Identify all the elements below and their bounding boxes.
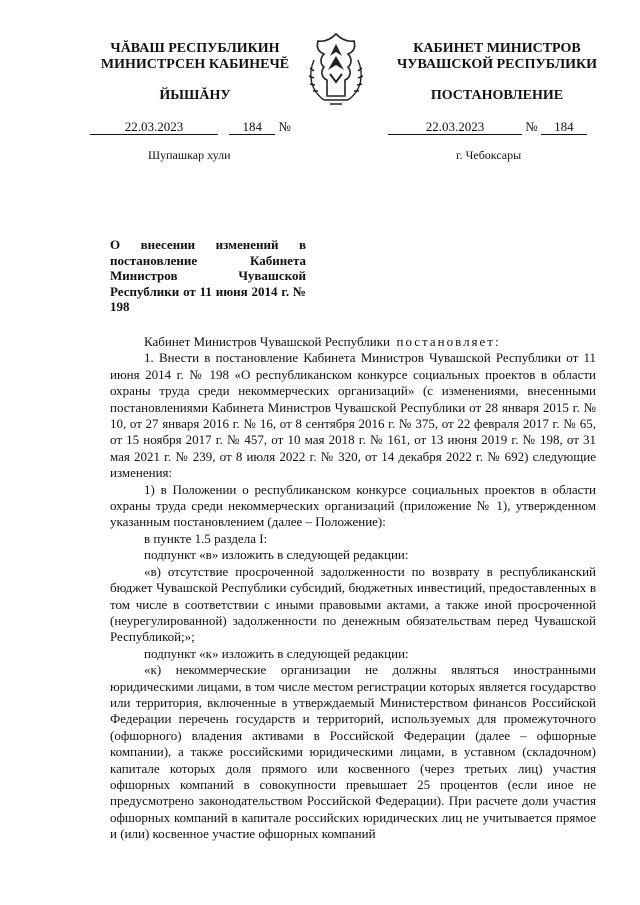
left-date: 22.03.2023: [90, 120, 218, 135]
body-paragraph: в пункте 1.5 раздела I:: [144, 530, 268, 546]
body-intro: [110, 334, 596, 350]
body-paragraph: 1) в Положении о республиканском конкурсе социальных проектов в области охраны труда среди некоммерческих организаций (приложение № 1), утвержденном указанным постановлением (далее – Положение):: [110, 481, 596, 530]
place-left: Шупашкар хули: [148, 148, 231, 162]
right-title-line1: КАБИНЕТ МИНИСТРОВ: [413, 41, 581, 56]
left-number: 184: [229, 120, 275, 135]
right-header-title: [388, 41, 606, 73]
right-date: 22.03.2023: [388, 120, 522, 135]
right-number-sign: №: [525, 119, 538, 134]
right-date-line: [388, 119, 587, 135]
left-number-sign: №: [278, 119, 291, 134]
right-number: 184: [541, 120, 587, 135]
left-title-line1: ЧĂВАШ РЕСПУБЛИКИН: [110, 41, 280, 56]
right-title-line2: ЧУВАШСКОЙ РЕСПУБЛИКИ: [396, 57, 598, 72]
document-body: [110, 334, 596, 843]
right-doc-type: ПОСТАНОВЛЕНИЕ: [430, 88, 564, 103]
body-paragraph: «в) отсутствие просроченной задолженности по возврату в республиканский бюджет Чувашской Республики субсидий, бюджетных инвестиций, предоставленных в том числе в соответствии с иными правовыми актами, а также иной просроченной (неурегулированной) задолженности по денежным обязательствам перед Чувашской Республикой;»;: [110, 563, 596, 645]
body-paragraph: 1. Внести в постановление Кабинета Министров Чувашской Республики от 11 июня 2014 г. № 198 «О республиканском конкурсе социальных проектов в области охраны труда среди некоммерческих организаций» (с изменениями, внесенными постановлениями Кабинета Министров Чувашской Республики от 28 января 2015 г. № 10, от 27 января 2016 г. № 16, от 8 сентября 2016 г. № 375, от 22 февраля 2017 г. № 65, от 15 ноября 2017 г. № 457, от 10 мая 2018 г. № 161, от 13 июня 2019 г. № 198, от 31 мая 2021 г. № 239, от 8 июля 2022 г. № 320, от 14 декабря 2022 г. № 692) следующие изменения:: [110, 350, 596, 481]
left-date-line: [90, 119, 291, 135]
left-title-line2: МИНИСТРСЕН КАБИНЕЧĔ: [100, 57, 290, 72]
body-paragraph: «к) некоммерческие организации не должны являться иностранными юридическими лицами, в том числе местом регистрации которых является государство или территория, включенные в утверждаемый Министерством финансов Российской Федерации перечень государств и территорий, используемых для промежуточного (офшорного) владения активами в Российской Федерации (далее – офшорные компании), а также российскими юридическими лицами, в уставном (складочном) капитале которых доля прямого или косвенного (через третьих лиц) участия офшорных компаний в совокупности превышает 25 процентов (если иное не предусмотрено законодательством Российской Федерации). При расчете доли участия офшорных компаний в капитале российских юридических лиц не учитывается прямое и (или) косвенное участие офшорных компаний: [110, 662, 596, 842]
chuvash-emblem-icon: [300, 30, 372, 112]
intro-verb: постановляет:: [396, 334, 501, 349]
left-header-title: [80, 41, 310, 73]
intro-text: Кабинет Министров Чувашской Республики: [144, 334, 390, 349]
body-paragraph: подпункт «в» изложить в следующей редакции:: [144, 547, 409, 563]
left-doc-type: ЙЫШĂНУ: [159, 88, 231, 103]
place-right: г. Чебоксары: [456, 148, 522, 162]
document-subject: О внесении изменений в постановление Кабинета Министров Чувашской Республики от 11 июня 2014 г. № 198: [110, 237, 306, 314]
body-paragraph: подпункт «к» изложить в следующей редакции:: [144, 645, 409, 661]
